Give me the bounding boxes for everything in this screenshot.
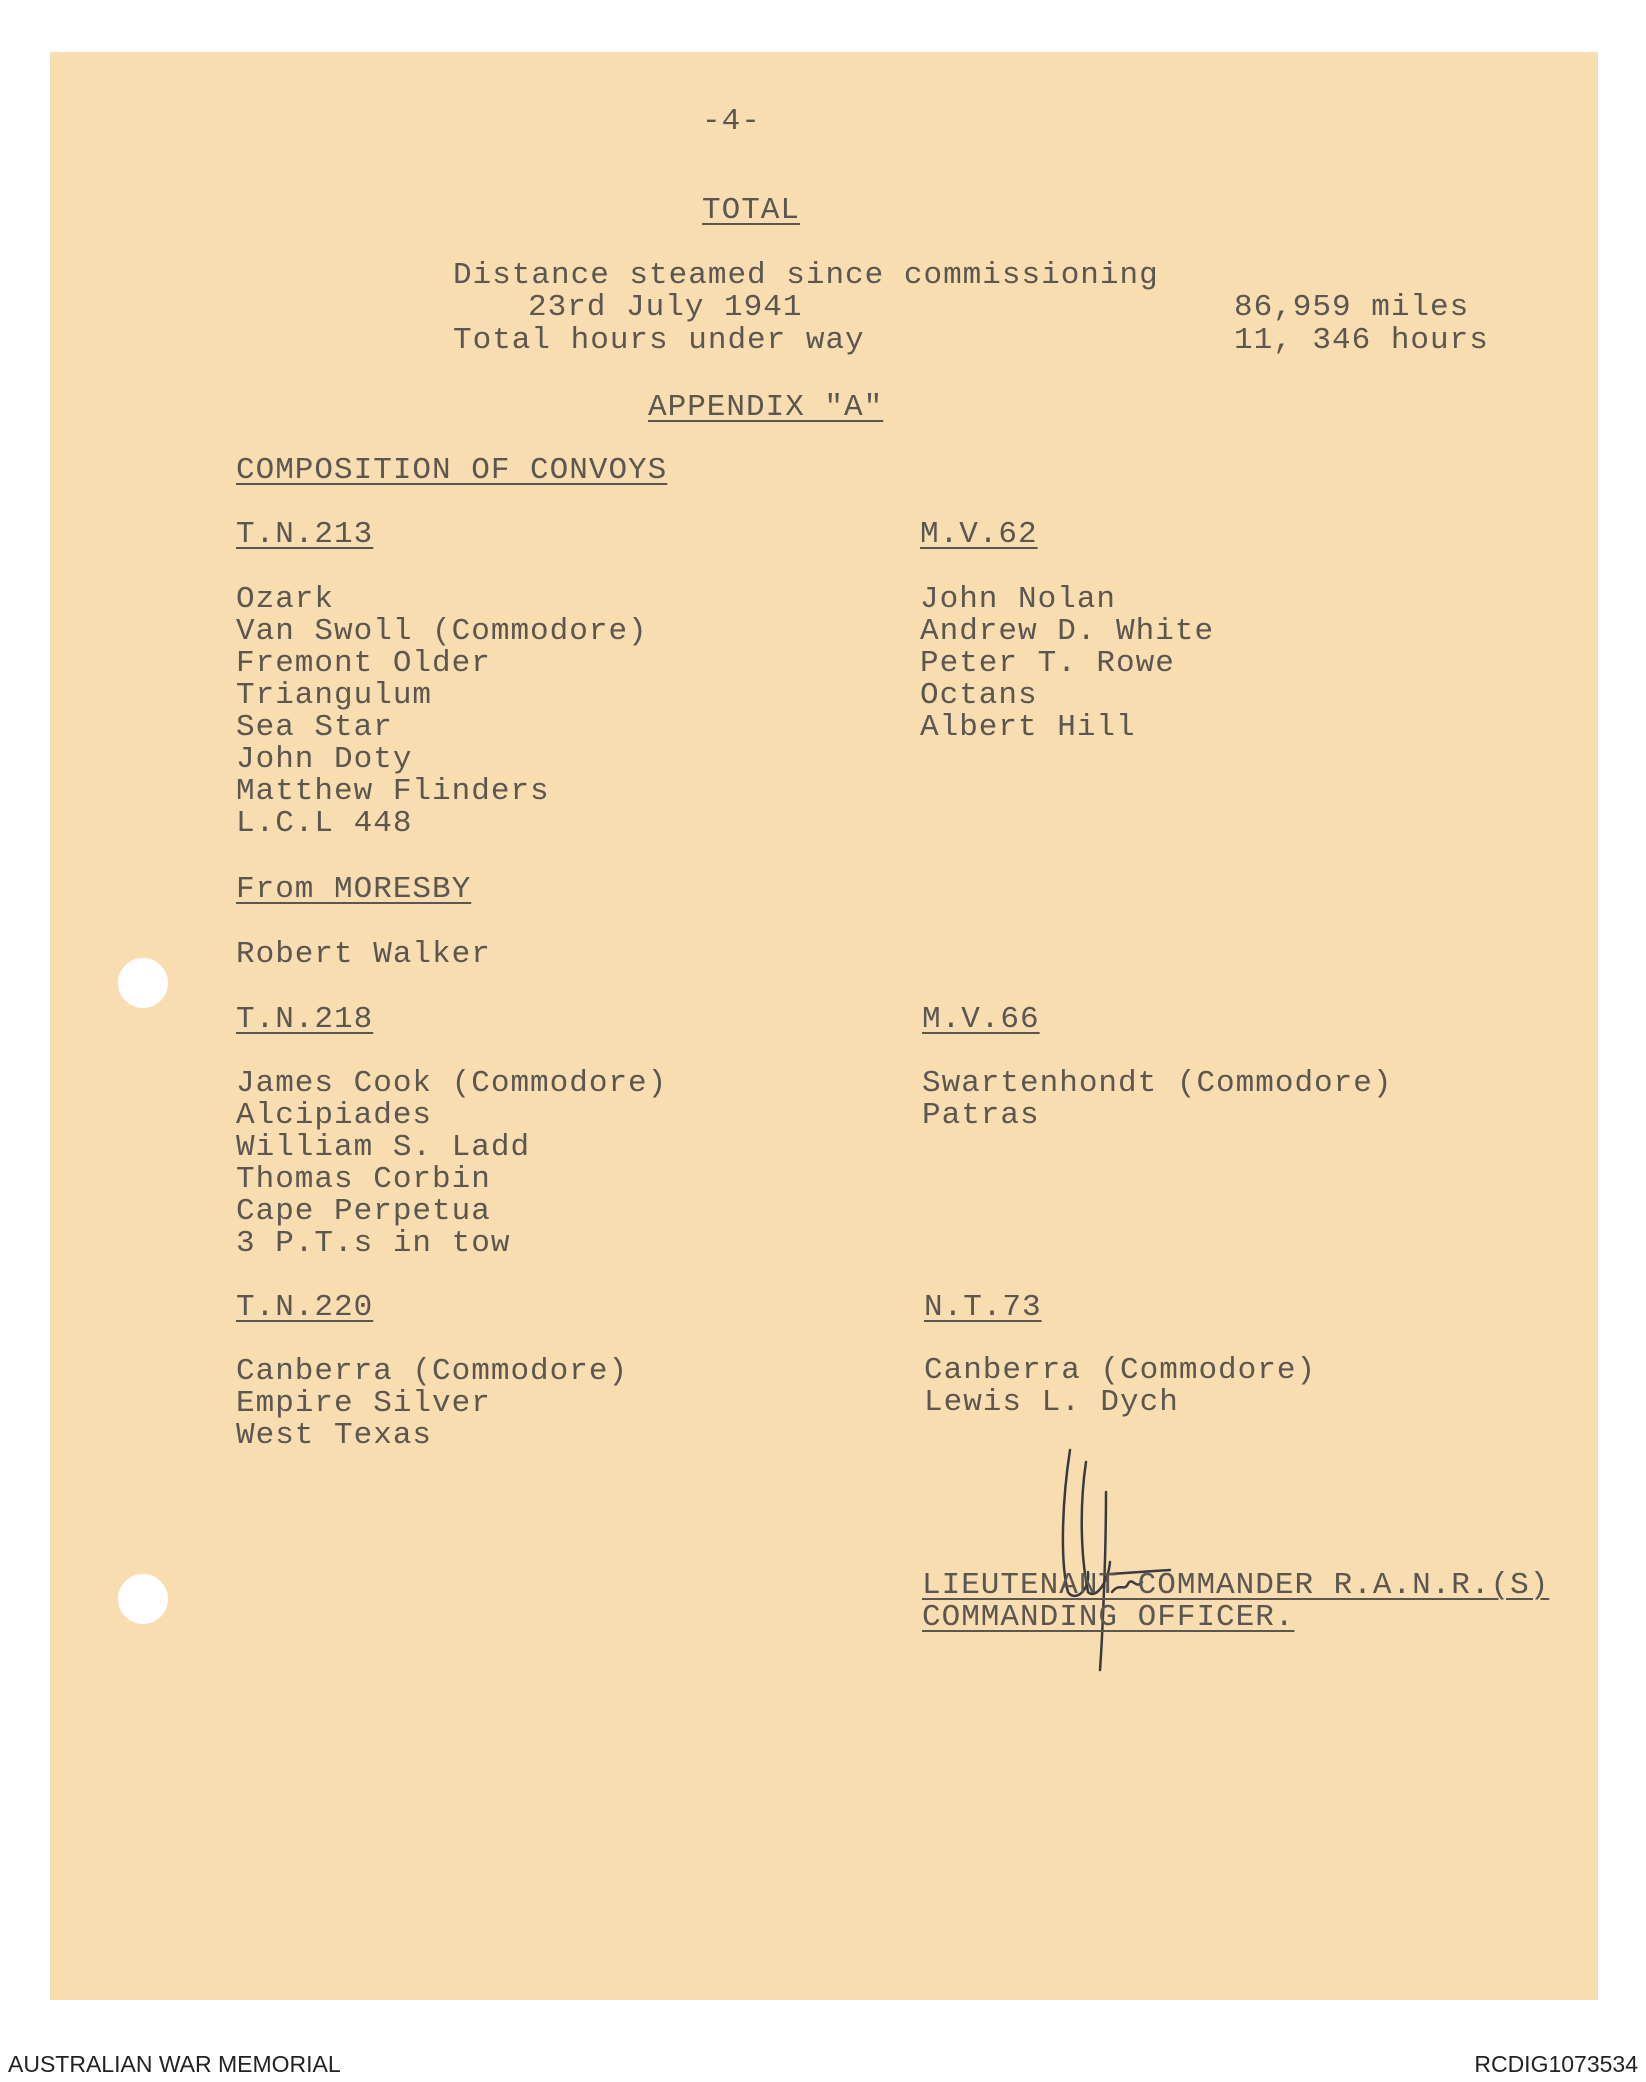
convoy-tn213-title: T.N.213 (236, 517, 374, 552)
list-item: Empire Silver (236, 1386, 491, 1421)
list-item: Matthew Flinders (236, 774, 550, 809)
punch-hole (118, 958, 168, 1008)
list-item: Fremont Older (236, 646, 491, 681)
convoy-tn220-title: T.N.220 (236, 1290, 374, 1325)
list-item: John Nolan (920, 582, 1117, 617)
hours-label: Total hours under way (453, 323, 865, 358)
convoy-nt73-title: N.T.73 (924, 1290, 1042, 1325)
total-heading: TOTAL (702, 193, 801, 228)
list-item: Robert Walker (236, 937, 491, 972)
list-item: Andrew D. White (920, 614, 1215, 649)
list-item: 3 P.T.s in tow (236, 1226, 511, 1261)
appendix-heading: APPENDIX "A" (648, 390, 884, 425)
convoy-tn218-title: T.N.218 (236, 1002, 374, 1037)
document-page (50, 52, 1598, 2000)
convoy-mv62-list (920, 584, 1214, 744)
list-item: L.C.L 448 (236, 806, 413, 841)
list-item: Canberra (Commodore) (924, 1353, 1317, 1388)
convoy-tn218-list (236, 1068, 667, 1260)
list-item: Alcipiades (236, 1098, 433, 1133)
hours-value: 11, 346 hours (1234, 323, 1489, 358)
convoy-nt73-list (924, 1355, 1316, 1419)
signature-role: COMMANDING OFFICER. (922, 1600, 1295, 1635)
moresby-list (236, 939, 491, 971)
convoy-tn213-list (236, 584, 648, 840)
handwritten-signature (1050, 1442, 1210, 1672)
list-item: Peter T. Rowe (920, 646, 1175, 681)
footer-archive-name: AUSTRALIAN WAR MEMORIAL (8, 2051, 341, 2077)
distance-date: 23rd July 1941 (528, 290, 803, 325)
list-item: Thomas Corbin (236, 1162, 491, 1197)
convoy-mv62-title: M.V.62 (920, 517, 1038, 552)
list-item: Canberra (Commodore) (236, 1354, 629, 1389)
section-title: COMPOSITION OF CONVOYS (236, 453, 668, 488)
list-item: Lewis L. Dych (924, 1385, 1179, 1420)
list-item: James Cook (Commodore) (236, 1066, 668, 1101)
list-item: William S. Ladd (236, 1130, 531, 1165)
convoy-tn220-list (236, 1356, 628, 1452)
convoy-mv66-list (922, 1068, 1392, 1132)
list-item: Ozark (236, 582, 335, 617)
page-number: -4- (702, 104, 761, 139)
list-item: Triangulum (236, 678, 433, 713)
list-item: Swartenhondt (Commodore) (922, 1066, 1393, 1101)
list-item: Albert Hill (920, 710, 1136, 745)
list-item: Patras (922, 1098, 1040, 1133)
list-item: Octans (920, 678, 1038, 713)
list-item: Cape Perpetua (236, 1194, 491, 1229)
list-item: West Texas (236, 1418, 433, 1453)
footer-record-id: RCDIG1073534 (1474, 2051, 1638, 2077)
moresby-title: From MORESBY (236, 872, 472, 907)
distance-value: 86,959 miles (1234, 290, 1470, 325)
punch-hole (118, 1574, 168, 1624)
list-item: Van Swoll (Commodore) (236, 614, 648, 649)
list-item: John Doty (236, 742, 413, 777)
convoy-mv66-title: M.V.66 (922, 1002, 1040, 1037)
list-item: Sea Star (236, 710, 393, 745)
distance-label: Distance steamed since commissioning (453, 258, 1159, 293)
signature-rank: LIEUTENANT COMMANDER R.A.N.R.(S) (922, 1568, 1550, 1603)
